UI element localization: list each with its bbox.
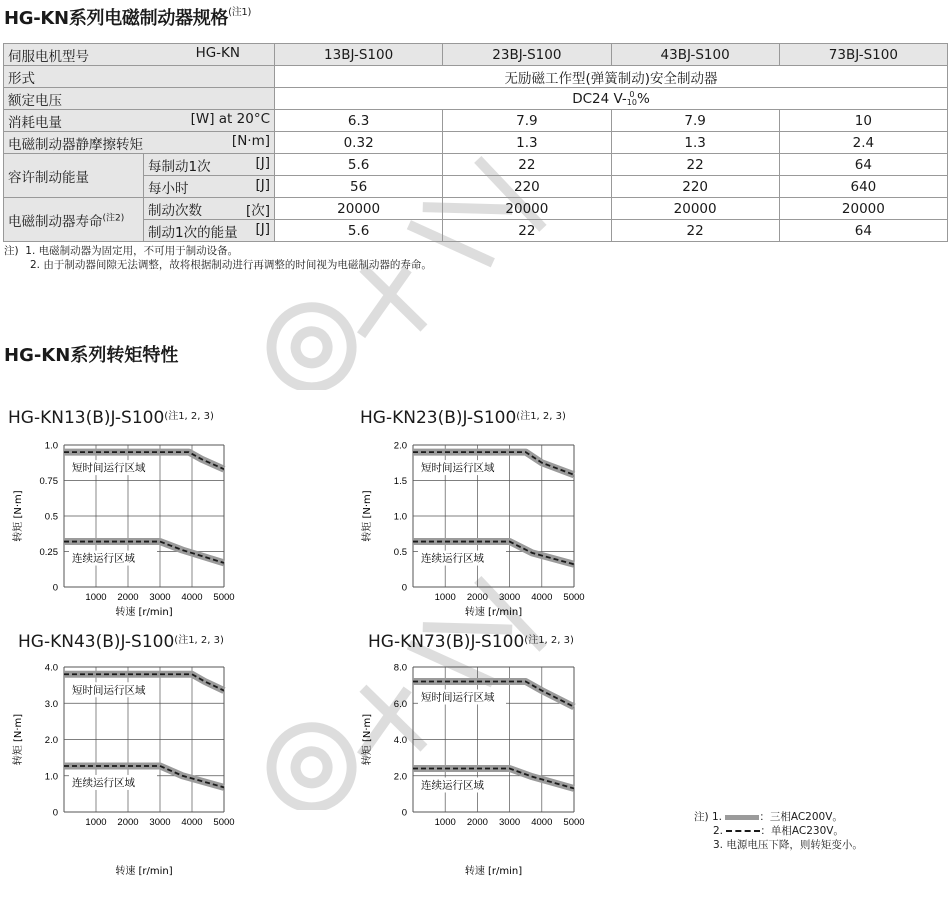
y-tick-label: 1.0 (44, 440, 58, 452)
x-tick-label: 5000 (213, 592, 235, 603)
table-cell: 640 (779, 176, 947, 198)
y-tick-label: 3.0 (44, 698, 58, 710)
y-tick-label: 2.0 (44, 735, 58, 746)
y-tick-label: 2.0 (393, 771, 407, 783)
table-cell: 7.9 (611, 110, 779, 132)
x-axis-label: 转速 [r/min] (464, 607, 523, 618)
y-tick-label: 1.0 (393, 511, 407, 523)
y-tick-label: 0.25 (39, 547, 58, 558)
note-2: 2. 由于制动器间隙无法调整，故将根据制动进行再调整的时间视为电磁制动器的寿命。 (30, 259, 432, 271)
y-tick-label: 1.0 (44, 771, 58, 783)
table-cell: 56 (275, 176, 443, 198)
chart-notes (694, 810, 863, 852)
x-tick-label: 2000 (117, 592, 139, 603)
x-tick-label: 3000 (149, 592, 171, 603)
table-cell: 22 (443, 154, 611, 176)
zone-label-continuous: 连续运行区域 (421, 779, 484, 792)
table-cell: 1.3 (611, 132, 779, 154)
table-cell: 20000 (779, 198, 947, 220)
y-tick-label: 0.75 (39, 476, 58, 487)
table-cell: 22 (611, 220, 779, 242)
table-cell: 1.3 (443, 132, 611, 154)
spec-title: HG-KN系列电磁制动器规格$^{(注1)}$ (4, 7, 252, 29)
table-cell: 10 (779, 110, 947, 132)
table-cell: 220 (443, 176, 611, 198)
x-tick-label: 2000 (117, 817, 139, 828)
chart-title: $HG-KN13(B)J-S100^{(注1, 2, 3)}$ (8, 408, 214, 428)
chart-title: $HG-KN73(B)J-S100^{(注1, 2, 3)}$ (368, 632, 574, 652)
chart-note-2: 2. ：单相AC230V。 (713, 825, 844, 837)
row-label: 每制动1次 [J] (144, 154, 275, 176)
zone-label-short: 短时间运行区域 (421, 691, 495, 704)
dashed-line-legend-icon (726, 830, 760, 832)
row-label: 形式 (4, 66, 275, 88)
y-tick-label: 2.0 (393, 440, 407, 452)
chart-note-1: 注) 1. ：三相AC200V。 (694, 811, 843, 823)
zone-label-short: 短时间运行区域 (72, 462, 146, 475)
row-label: 每小时 [J] (144, 176, 275, 198)
y-tick-label: 0.5 (393, 547, 407, 558)
x-tick-label: 1000 (434, 592, 456, 603)
x-tick-label: 3000 (499, 592, 521, 603)
y-axis-label: 转矩 [N·m] (13, 490, 24, 542)
x-tick-label: 5000 (563, 592, 585, 603)
y-tick-label: 0.5 (44, 511, 58, 523)
y-tick-label: 1.5 (393, 476, 407, 487)
model-col-header: 73BJ-S100 (779, 44, 947, 66)
model-col-header: 13BJ-S100 (275, 44, 443, 66)
row-label: 额定电压 (4, 88, 275, 110)
x-axis-label: 转速 [r/min] (464, 866, 523, 877)
x-tick-label: 2000 (466, 592, 488, 603)
model-header-cell: 伺服电机型号 HG-KN (4, 44, 275, 66)
row-label: 制动次数 [次] (144, 198, 275, 220)
zone-label-continuous: 连续运行区域 (72, 776, 135, 789)
x-tick-label: 2000 (466, 817, 488, 828)
voltage-tolerance: 0 10 (626, 89, 637, 107)
table-cell: 2.4 (779, 132, 947, 154)
table-cell: 20000 (443, 198, 611, 220)
x-tick-label: 1000 (434, 817, 456, 828)
y-tick-label: 0 (401, 582, 407, 594)
x-axis-label: 转速 [r/min] (115, 866, 173, 877)
y-tick-label: 4.0 (393, 735, 407, 746)
table-cell: 7.9 (443, 110, 611, 132)
type-value: 无励磁工作型(弹簧制动)安全制动器 (275, 66, 948, 88)
table-cell: 220 (611, 176, 779, 198)
zone-label-continuous: 连续运行区域 (72, 552, 135, 565)
x-tick-label: 1000 (85, 592, 107, 603)
x-tick-label: 4000 (181, 592, 203, 603)
note-1: 注) 1. 电磁制动器为固定用，不可用于制动设备。 (4, 245, 239, 257)
y-tick-label: 8.0 (393, 662, 407, 674)
torque-section-title: HG-KN系列转矩特性 (4, 345, 179, 366)
x-axis-label: 转速 [r/min] (115, 607, 173, 618)
solid-band-legend-icon (725, 815, 759, 820)
chart-title: $HG-KN23(B)J-S100^{(注1, 2, 3)}$ (360, 408, 566, 428)
y-tick-label: 4.0 (44, 662, 58, 674)
zone-label-continuous: 连续运行区域 (421, 552, 484, 565)
x-tick-label: 5000 (213, 817, 235, 828)
y-tick-label: 0 (401, 807, 407, 819)
table-cell: 64 (779, 220, 947, 242)
table-cell: 5.6 (275, 220, 443, 242)
row-label: 电磁制动器静摩擦转矩 [N·m] (4, 132, 275, 154)
x-tick-label: 4000 (531, 592, 553, 603)
voltage-value: DC24 V- 0 10% (275, 88, 948, 110)
zone-label-short: 短时间运行区域 (421, 462, 495, 475)
model-col-header: 43BJ-S100 (611, 44, 779, 66)
model-col-header: 23BJ-S100 (443, 44, 611, 66)
y-tick-label: 0 (52, 807, 58, 819)
x-tick-label: 3000 (499, 817, 521, 828)
table-cell: 6.3 (275, 110, 443, 132)
y-axis-label: 转矩 [N·m] (362, 713, 373, 766)
y-tick-label: 6.0 (393, 698, 407, 710)
x-tick-label: 4000 (531, 817, 553, 828)
x-tick-label: 1000 (85, 817, 107, 828)
chart-note-3: 3. 电源电压下降，则转矩变小。 (713, 839, 863, 851)
row-label: 消耗电量 [W] at 20°C (4, 110, 275, 132)
x-tick-label: 5000 (563, 817, 585, 828)
table-cell: 64 (779, 154, 947, 176)
x-tick-label: 3000 (149, 817, 171, 828)
table-cell: 22 (611, 154, 779, 176)
row-group-label: 电磁制动器寿命$^{(注2)}$ (4, 198, 144, 242)
table-cell: 22 (443, 220, 611, 242)
x-tick-label: 4000 (181, 817, 203, 828)
y-tick-label: 0 (52, 582, 58, 594)
y-axis-label: 转矩 [N·m] (13, 713, 24, 766)
chart-title: $HG-KN43(B)J-S100^{(注1, 2, 3)}$ (18, 632, 224, 652)
table-cell: 20000 (611, 198, 779, 220)
table-cell: 5.6 (275, 154, 443, 176)
row-group-label: 容许制动能量 (4, 154, 144, 198)
y-axis-label: 转矩 [N·m] (362, 490, 373, 542)
zone-label-short: 短时间运行区域 (72, 684, 146, 697)
table-cell: 0.32 (275, 132, 443, 154)
table-cell: 20000 (275, 198, 443, 220)
row-label: 制动1次的能量 [J] (144, 220, 275, 242)
